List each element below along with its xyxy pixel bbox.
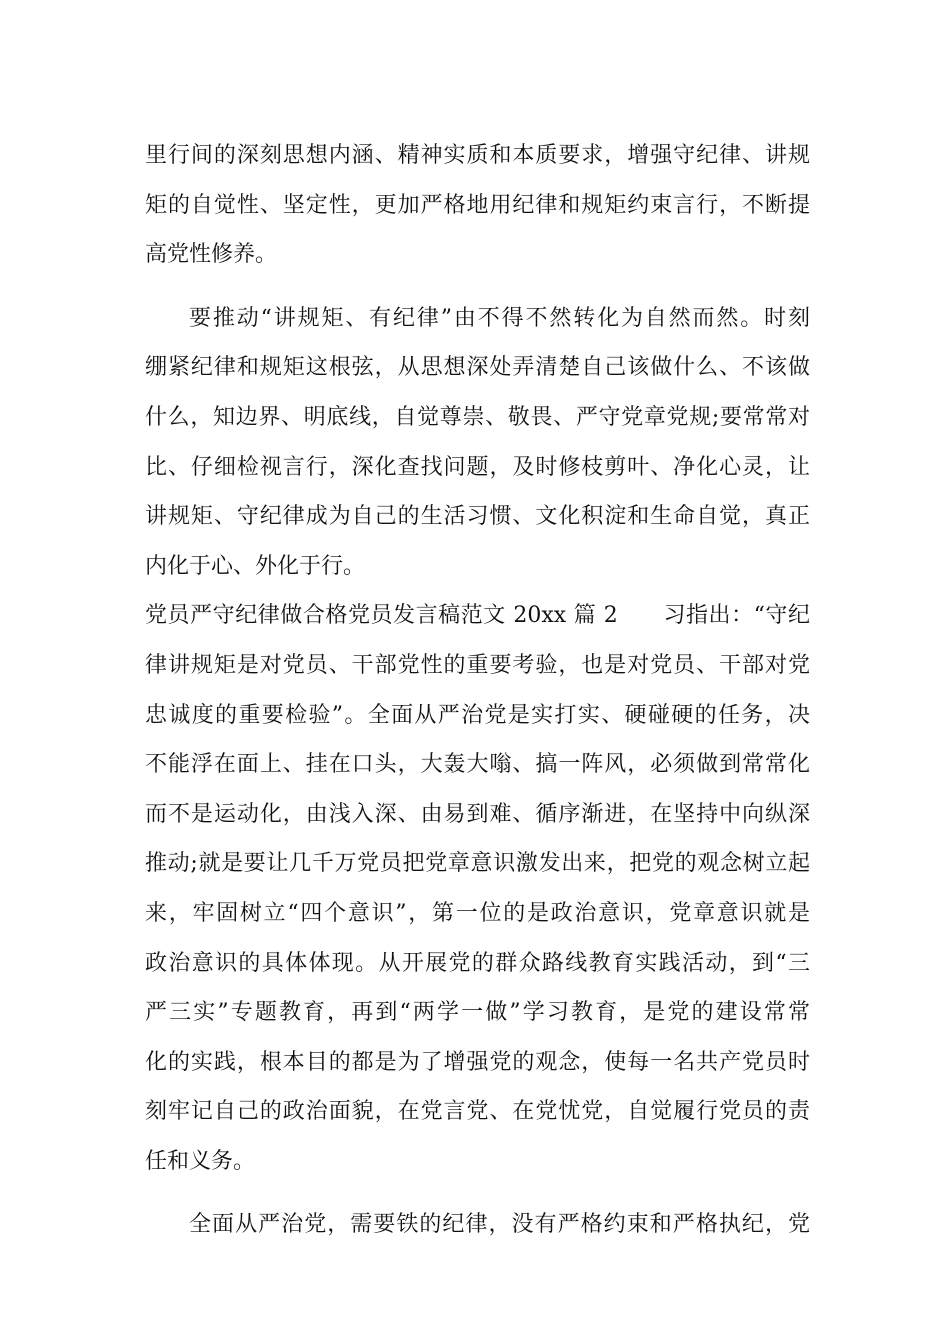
text-line: 不能浮在面上、挂在口头，大轰大嗡、搞一阵风，必须做到常常化: [145, 752, 810, 778]
text-line: 刻牢记自己的政治面貌，在党言党、在党忧党，自觉履行党员的责: [145, 1099, 810, 1125]
paragraph-4: [145, 1200, 810, 1250]
text-line: 讲规矩、守纪律成为自己的生活习惯、文化积淀和生命自觉，真正: [145, 504, 810, 530]
text-line: 里行间的深刻思想内涵、精神实质和本质要求，增强守纪律、讲规: [145, 143, 810, 168]
text-line: 来，牢固树立“四个意识”，第一位的是政治意识，党章意识就是: [145, 900, 810, 926]
text-line: 推动;就是要让几千万党员把党章意识激发出来，把党的观念树立起: [145, 851, 810, 877]
text-line: 严三实”专题教育，再到“两学一做”学习教育，是党的建设常常: [145, 1000, 810, 1026]
text-line: 任和义务。: [145, 1148, 256, 1174]
text-line: 比、仔细检视言行，深化查找问题，及时修枝剪叶、净化心灵，让: [145, 454, 810, 480]
paragraph-spacer: [145, 280, 810, 294]
text-line: 要推动“讲规矩、有纪律”由不得不然转化为自然而然。时刻: [189, 305, 810, 331]
text-line: 化的实践，根本目的都是为了增强党的观念，使每一名共产党员时: [145, 1049, 810, 1075]
paragraph-spacer: [145, 1186, 810, 1200]
text-line: 而不是运动化，由浅入深、由易到难、循序渐进，在坚持中向纵深: [145, 801, 810, 827]
text-line: 绷紧纪律和规矩这根弦，从思想深处弄清楚自己该做什么、不该做: [145, 355, 810, 381]
text-line: 内化于心、外化于行。: [145, 553, 366, 579]
text-line: 律讲规矩是对党员、干部党性的重要考验，也是对党员、干部对党: [145, 652, 810, 678]
text-line: 全面从严治党，需要铁的纪律，没有严格约束和严格执纪，党: [189, 1212, 810, 1238]
text-line: 政治意识的具体体现。从开展党的群众路线教育实践活动，到“三: [145, 950, 810, 976]
text-line: 高党性修养。: [145, 242, 278, 268]
text-line: 什么，知边界、明底线，自觉尊崇、敬畏、严守党章党规;要常常对: [145, 404, 810, 430]
paragraph-2: [145, 294, 810, 592]
text-line: 矩的自觉性、坚定性，更加严格地用纪律和规矩约束言行，不断提: [145, 192, 810, 218]
paragraph-1: [145, 131, 810, 280]
text-line: 党员严守纪律做合格党员发言稿范文 20xx 篇 2 习指出：“守纪: [145, 603, 810, 629]
text-line: 忠诚度的重要检验”。全面从严治党是实打实、硬碰硬的任务，决: [145, 702, 810, 728]
paragraph-3: [145, 591, 810, 1186]
document-body: [145, 131, 810, 1250]
